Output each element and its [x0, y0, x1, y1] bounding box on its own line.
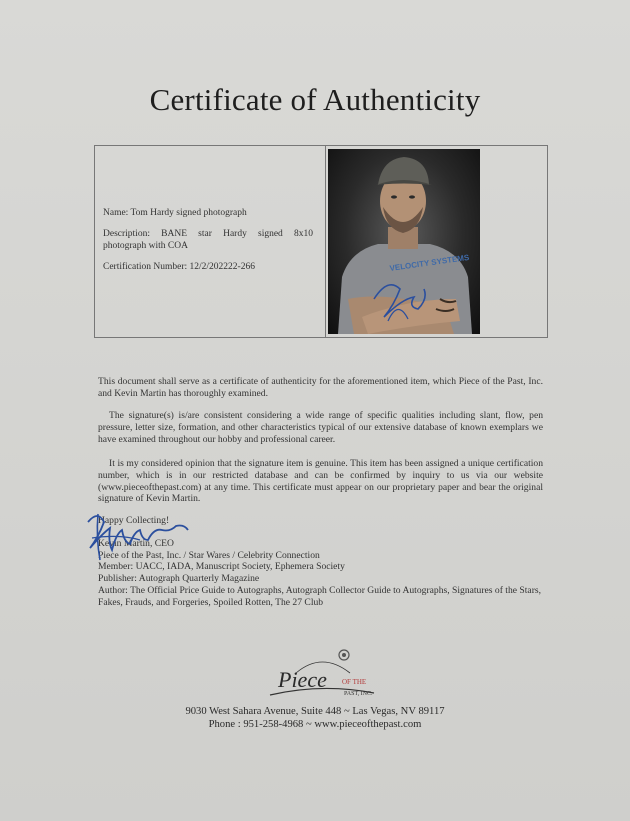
item-info — [103, 207, 313, 282]
item-name: Name: Tom Hardy signed photograph — [103, 208, 247, 218]
box-divider — [325, 146, 326, 337]
member-line: Member: UACC, IADA, Manuscript Society, Ephemera Society — [98, 561, 345, 573]
signature-paragraph: The signature(s) is/are consistent considering a wide range of specific qualities including slant, flow, pen pressure, letter size, formation, and other characteristics typical of our extensive database of known exemplars we have examined throughout our hobby and professional career. — [98, 410, 543, 445]
item-description: Description: BANE star Hardy signed 8x10 photograph with COA — [103, 229, 313, 251]
shirt-print: VELOCITY SYSTEMS — [389, 252, 470, 273]
signed-photograph — [328, 149, 480, 334]
certification-number: Certification Number: 12/2/202222-266 — [103, 262, 255, 272]
intro-paragraph: This document shall serve as a certificate of authenticity for the aforementioned item, which Piece of the Past, Inc. and Kevin Martin has thoroughly examined. — [98, 376, 543, 399]
photo-illustration — [328, 149, 480, 334]
logo-of-the: OF THE — [342, 678, 367, 686]
signer-name: Kevin Martin, CEO — [98, 537, 174, 549]
logo-script: Piece — [278, 667, 327, 692]
opinion-paragraph: It is my considered opinion that the signature item is genuine. This item has been assigned a unique certification number, which is in our restricted database and can be confirmed by inquiry to us via our website (www.pieceofthepast.com) at any time. This certificate must appear on our proprietary paper and bear the original signature of Kevin Martin. — [98, 458, 543, 505]
item-details-box — [94, 145, 548, 338]
footer-address: 9030 West Sahara Avenue, Suite 448 ~ Las Vegas, NV 89117 — [185, 706, 445, 717]
certificate-title: Certificate of Authenticity — [149, 82, 481, 117]
company-line: Piece of the Past, Inc. / Star Wares / Celebrity Connection — [98, 549, 320, 561]
ceo-signature — [80, 508, 195, 563]
author-line: Author: The Official Price Guide to Autographs, Autograph Collector Guide to Autographs, Signatures of the Stars, Fakes, Frauds, and Forgeries, Spoiled Rotten, The 27 Club — [98, 584, 542, 608]
logo-past: PAST, INC. — [344, 691, 373, 697]
company-logo — [262, 643, 377, 701]
greeting: Happy Collecting! — [98, 515, 170, 526]
footer-phone: Phone : 951-258-4968 ~ www.pieceofthepast.com — [208, 719, 422, 730]
publisher-line: Publisher: Autograph Quarterly Magazine — [98, 573, 260, 585]
